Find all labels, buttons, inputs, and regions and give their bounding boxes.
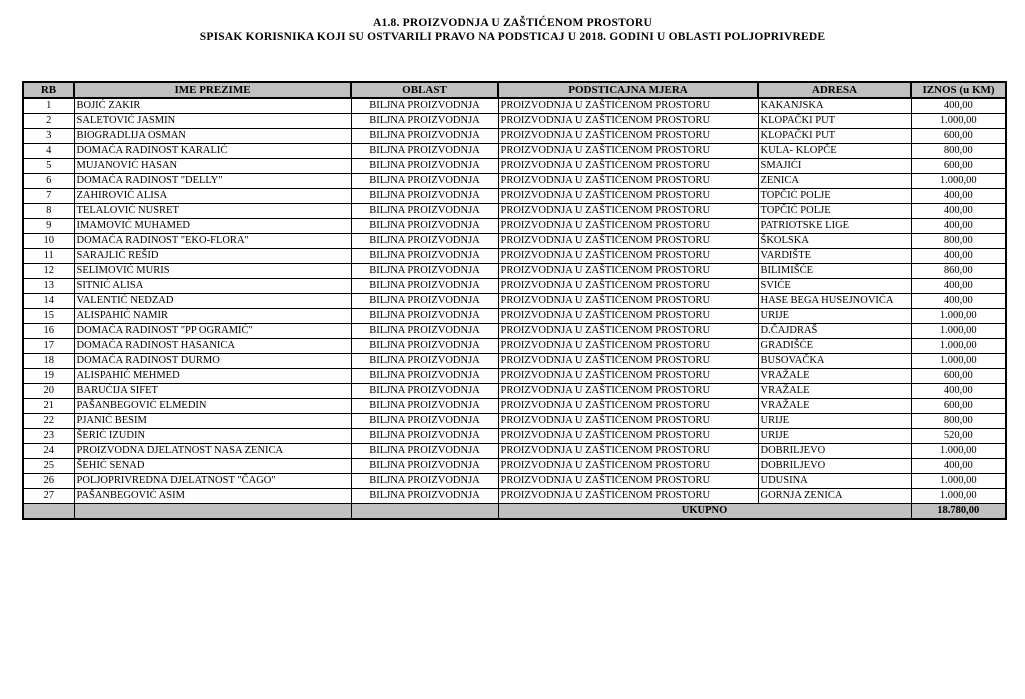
adresa-cell: VRAŽALE	[758, 384, 911, 399]
adresa-cell: BILIMIŠĆE	[758, 264, 911, 279]
oblast-cell: BILJNA PROIZVODNJA	[351, 414, 498, 429]
table-row	[23, 98, 1006, 114]
table-row	[23, 144, 1006, 159]
header-iznos: IZNOS (u KM)	[911, 82, 1006, 98]
mjera-cell: PROIZVODNJA U ZAŠTIĆENOM PROSTORU	[498, 189, 758, 204]
iznos-cell: 400,00	[911, 459, 1006, 474]
name-cell: SARAJLIĆ REŠID	[74, 249, 351, 264]
iznos-cell: 400,00	[911, 249, 1006, 264]
adresa-cell: PATRIOTSKE LIGE	[758, 219, 911, 234]
name-cell: DOMAĆA RADINOST "DELLY"	[74, 174, 351, 189]
table-row	[23, 414, 1006, 429]
name-cell: BARUĆIJA SIFET	[74, 384, 351, 399]
iznos-cell: 400,00	[911, 98, 1006, 114]
iznos-cell: 400,00	[911, 279, 1006, 294]
oblast-cell: BILJNA PROIZVODNJA	[351, 444, 498, 459]
title-line-1: A1.8. PROIZVODNJA U ZAŠTIĆENOM PROSTORU	[373, 17, 652, 29]
name-cell: SELIMOVIĆ MURIS	[74, 264, 351, 279]
mjera-cell: PROIZVODNJA U ZAŠTIĆENOM PROSTORU	[498, 264, 758, 279]
name-cell: ZAHIROVIĆ ALISA	[74, 189, 351, 204]
name-cell: VALENTIĆ NEDZAD	[74, 294, 351, 309]
rb-cell: 19	[23, 369, 74, 384]
rb-cell: 13	[23, 279, 74, 294]
oblast-cell: BILJNA PROIZVODNJA	[351, 309, 498, 324]
table-row	[23, 324, 1006, 339]
table-row	[23, 369, 1006, 384]
rb-cell: 3	[23, 129, 74, 144]
table-row	[23, 174, 1006, 189]
rb-cell: 14	[23, 294, 74, 309]
iznos-cell: 1.000,00	[911, 114, 1006, 129]
oblast-cell: BILJNA PROIZVODNJA	[351, 264, 498, 279]
oblast-cell: BILJNA PROIZVODNJA	[351, 369, 498, 384]
oblast-cell: BILJNA PROIZVODNJA	[351, 429, 498, 444]
iznos-cell: 600,00	[911, 369, 1006, 384]
subsidy-beneficiaries-table	[22, 81, 1007, 520]
oblast-cell: BILJNA PROIZVODNJA	[351, 279, 498, 294]
header-ime-prezime: IME PREZIME	[74, 82, 351, 98]
rb-cell: 11	[23, 249, 74, 264]
rb-cell: 23	[23, 429, 74, 444]
name-cell: DOMAĆA RADINOST "PP OGRAMIĆ"	[74, 324, 351, 339]
adresa-cell: URIJE	[758, 429, 911, 444]
name-cell: BIOGRADLIJA OSMAN	[74, 129, 351, 144]
mjera-cell: PROIZVODNJA U ZAŠTIĆENOM PROSTORU	[498, 249, 758, 264]
table-header-row	[23, 82, 1006, 98]
oblast-cell: BILJNA PROIZVODNJA	[351, 294, 498, 309]
iznos-cell: 1.000,00	[911, 324, 1006, 339]
rb-cell: 10	[23, 234, 74, 249]
adresa-cell: VARDIŠTE	[758, 249, 911, 264]
adresa-cell: D.ČAJDRAŠ	[758, 324, 911, 339]
rb-cell: 26	[23, 474, 74, 489]
table-row	[23, 204, 1006, 219]
name-cell: PROIZVODNA DJELATNOST NASA ZENICA	[74, 444, 351, 459]
mjera-cell: PROIZVODNJA U ZAŠTIĆENOM PROSTORU	[498, 429, 758, 444]
iznos-cell: 1.000,00	[911, 474, 1006, 489]
table-row	[23, 234, 1006, 249]
table-body	[23, 98, 1006, 504]
oblast-cell: BILJNA PROIZVODNJA	[351, 489, 498, 504]
rb-cell: 17	[23, 339, 74, 354]
adresa-cell: BUSOVAČKA	[758, 354, 911, 369]
rb-cell: 12	[23, 264, 74, 279]
iznos-cell: 600,00	[911, 129, 1006, 144]
rb-cell: 9	[23, 219, 74, 234]
table-row	[23, 264, 1006, 279]
name-cell: ALISPAHIĆ NAMIR	[74, 309, 351, 324]
table-row	[23, 159, 1006, 174]
total-empty-oblast	[351, 504, 498, 520]
iznos-cell: 600,00	[911, 399, 1006, 414]
name-cell: TELALOVIĆ NUSRET	[74, 204, 351, 219]
adresa-cell: DOBRILJEVO	[758, 444, 911, 459]
mjera-cell: PROIZVODNJA U ZAŠTIĆENOM PROSTORU	[498, 309, 758, 324]
name-cell: SITNIĆ ALISA	[74, 279, 351, 294]
adresa-cell: KLOPAČKI PUT	[758, 114, 911, 129]
rb-cell: 22	[23, 414, 74, 429]
total-row	[23, 504, 1006, 520]
mjera-cell: PROIZVODNJA U ZAŠTIĆENOM PROSTORU	[498, 219, 758, 234]
rb-cell: 16	[23, 324, 74, 339]
oblast-cell: BILJNA PROIZVODNJA	[351, 474, 498, 489]
name-cell: DOMAĆA RADINOST HASANICA	[74, 339, 351, 354]
rb-cell: 20	[23, 384, 74, 399]
rb-cell: 5	[23, 159, 74, 174]
adresa-cell: SVIĆE	[758, 279, 911, 294]
adresa-cell: UDUSINA	[758, 474, 911, 489]
mjera-cell: PROIZVODNJA U ZAŠTIĆENOM PROSTORU	[498, 324, 758, 339]
document-page	[0, 16, 1025, 699]
header-oblast: OBLAST	[351, 82, 498, 98]
name-cell: ALISPAHIĆ MEHMED	[74, 369, 351, 384]
name-cell: PAŠANBEGOVIĆ ASIM	[74, 489, 351, 504]
adresa-cell: SMAJIĆI	[758, 159, 911, 174]
adresa-cell: KLOPAČKI PUT	[758, 129, 911, 144]
mjera-cell: PROIZVODNJA U ZAŠTIĆENOM PROSTORU	[498, 399, 758, 414]
rb-cell: 6	[23, 174, 74, 189]
name-cell: BOJIĆ ZAKIR	[74, 98, 351, 114]
rb-cell: 1	[23, 98, 74, 114]
oblast-cell: BILJNA PROIZVODNJA	[351, 324, 498, 339]
adresa-cell: TOPČIĆ POLJE	[758, 204, 911, 219]
iznos-cell: 600,00	[911, 159, 1006, 174]
rb-cell: 15	[23, 309, 74, 324]
total-empty-rb	[23, 504, 74, 520]
adresa-cell: DOBRILJEVO	[758, 459, 911, 474]
oblast-cell: BILJNA PROIZVODNJA	[351, 459, 498, 474]
oblast-cell: BILJNA PROIZVODNJA	[351, 144, 498, 159]
mjera-cell: PROIZVODNJA U ZAŠTIĆENOM PROSTORU	[498, 339, 758, 354]
mjera-cell: PROIZVODNJA U ZAŠTIĆENOM PROSTORU	[498, 159, 758, 174]
rb-cell: 18	[23, 354, 74, 369]
header-rb: RB	[23, 82, 74, 98]
table-row	[23, 489, 1006, 504]
name-cell: IMAMOVIĆ MUHAMED	[74, 219, 351, 234]
iznos-cell: 1.000,00	[911, 489, 1006, 504]
table-row	[23, 309, 1006, 324]
adresa-cell: URIJE	[758, 414, 911, 429]
adresa-cell: HASE BEGA HUSEJNOVIĆA	[758, 294, 911, 309]
oblast-cell: BILJNA PROIZVODNJA	[351, 219, 498, 234]
iznos-cell: 800,00	[911, 234, 1006, 249]
table-row	[23, 249, 1006, 264]
oblast-cell: BILJNA PROIZVODNJA	[351, 189, 498, 204]
oblast-cell: BILJNA PROIZVODNJA	[351, 174, 498, 189]
table-row	[23, 129, 1006, 144]
name-cell: ŠERIĆ IZUDIN	[74, 429, 351, 444]
adresa-cell: VRAŽALE	[758, 399, 911, 414]
name-cell: PJANIĆ BESIM	[74, 414, 351, 429]
table-row	[23, 219, 1006, 234]
oblast-cell: BILJNA PROIZVODNJA	[351, 354, 498, 369]
table-row	[23, 354, 1006, 369]
mjera-cell: PROIZVODNJA U ZAŠTIĆENOM PROSTORU	[498, 204, 758, 219]
table-row	[23, 429, 1006, 444]
name-cell: ŠEHIĆ SENAD	[74, 459, 351, 474]
iznos-cell: 1.000,00	[911, 309, 1006, 324]
mjera-cell: PROIZVODNJA U ZAŠTIĆENOM PROSTORU	[498, 98, 758, 114]
mjera-cell: PROIZVODNJA U ZAŠTIĆENOM PROSTORU	[498, 234, 758, 249]
oblast-cell: BILJNA PROIZVODNJA	[351, 114, 498, 129]
oblast-cell: BILJNA PROIZVODNJA	[351, 339, 498, 354]
table-row	[23, 114, 1006, 129]
adresa-cell: VRAŽALE	[758, 369, 911, 384]
rb-cell: 25	[23, 459, 74, 474]
rb-cell: 4	[23, 144, 74, 159]
iznos-cell: 520,00	[911, 429, 1006, 444]
iznos-cell: 860,00	[911, 264, 1006, 279]
mjera-cell: PROIZVODNJA U ZAŠTIĆENOM PROSTORU	[498, 144, 758, 159]
iznos-cell: 800,00	[911, 414, 1006, 429]
oblast-cell: BILJNA PROIZVODNJA	[351, 234, 498, 249]
oblast-cell: BILJNA PROIZVODNJA	[351, 249, 498, 264]
total-label: UKUPNO	[498, 504, 911, 520]
mjera-cell: PROIZVODNJA U ZAŠTIĆENOM PROSTORU	[498, 444, 758, 459]
table-row	[23, 189, 1006, 204]
mjera-cell: PROIZVODNJA U ZAŠTIĆENOM PROSTORU	[498, 459, 758, 474]
rb-cell: 21	[23, 399, 74, 414]
mjera-cell: PROIZVODNJA U ZAŠTIĆENOM PROSTORU	[498, 354, 758, 369]
table-row	[23, 399, 1006, 414]
name-cell: POLJOPRIVREDNA DJELATNOST "ČAGO"	[74, 474, 351, 489]
iznos-cell: 400,00	[911, 189, 1006, 204]
iznos-cell: 1.000,00	[911, 339, 1006, 354]
mjera-cell: PROIZVODNJA U ZAŠTIĆENOM PROSTORU	[498, 279, 758, 294]
rb-cell: 24	[23, 444, 74, 459]
oblast-cell: BILJNA PROIZVODNJA	[351, 204, 498, 219]
iznos-cell: 1.000,00	[911, 354, 1006, 369]
name-cell: PAŠANBEGOVIĆ ELMEDIN	[74, 399, 351, 414]
adresa-cell: KULA- KLOPČE	[758, 144, 911, 159]
mjera-cell: PROIZVODNJA U ZAŠTIĆENOM PROSTORU	[498, 489, 758, 504]
adresa-cell: TOPČIĆ POLJE	[758, 189, 911, 204]
oblast-cell: BILJNA PROIZVODNJA	[351, 384, 498, 399]
name-cell: SALETOVIĆ JASMIN	[74, 114, 351, 129]
rb-cell: 8	[23, 204, 74, 219]
oblast-cell: BILJNA PROIZVODNJA	[351, 98, 498, 114]
iznos-cell: 1.000,00	[911, 444, 1006, 459]
adresa-cell: GRADIŠĆE	[758, 339, 911, 354]
table-row	[23, 444, 1006, 459]
rb-cell: 27	[23, 489, 74, 504]
mjera-cell: PROIZVODNJA U ZAŠTIĆENOM PROSTORU	[498, 474, 758, 489]
mjera-cell: PROIZVODNJA U ZAŠTIĆENOM PROSTORU	[498, 294, 758, 309]
mjera-cell: PROIZVODNJA U ZAŠTIĆENOM PROSTORU	[498, 414, 758, 429]
table-row	[23, 294, 1006, 309]
mjera-cell: PROIZVODNJA U ZAŠTIĆENOM PROSTORU	[498, 384, 758, 399]
table-row	[23, 339, 1006, 354]
name-cell: MUJANOVIĆ HASAN	[74, 159, 351, 174]
rb-cell: 7	[23, 189, 74, 204]
oblast-cell: BILJNA PROIZVODNJA	[351, 159, 498, 174]
table-row	[23, 474, 1006, 489]
name-cell: DOMAĆA RADINOST DURMO	[74, 354, 351, 369]
title-line-2: SPISAK KORISNIKA KOJI SU OSTVARILI PRAVO NA PODSTICAJ U 2018. GODINI U OBLASTI POLJOPRIVREDE	[199, 31, 826, 43]
mjera-cell: PROIZVODNJA U ZAŠTIĆENOM PROSTORU	[498, 114, 758, 129]
header-podsticajna-mjera: PODSTICAJNA MJERA	[498, 82, 758, 98]
table-row	[23, 384, 1006, 399]
iznos-cell: 1.000,00	[911, 174, 1006, 189]
adresa-cell: GORNJA ZENICA	[758, 489, 911, 504]
iznos-cell: 400,00	[911, 219, 1006, 234]
document-title	[0, 16, 1025, 44]
header-adresa: ADRESA	[758, 82, 911, 98]
name-cell: DOMAĆA RADINOST "EKO-FLORA"	[74, 234, 351, 249]
table-row	[23, 459, 1006, 474]
table-row	[23, 279, 1006, 294]
iznos-cell: 400,00	[911, 294, 1006, 309]
mjera-cell: PROIZVODNJA U ZAŠTIĆENOM PROSTORU	[498, 174, 758, 189]
rb-cell: 2	[23, 114, 74, 129]
iznos-cell: 400,00	[911, 204, 1006, 219]
oblast-cell: BILJNA PROIZVODNJA	[351, 129, 498, 144]
iznos-cell: 800,00	[911, 144, 1006, 159]
mjera-cell: PROIZVODNJA U ZAŠTIĆENOM PROSTORU	[498, 369, 758, 384]
oblast-cell: BILJNA PROIZVODNJA	[351, 399, 498, 414]
iznos-cell: 400,00	[911, 384, 1006, 399]
adresa-cell: ŠKOLSKA	[758, 234, 911, 249]
adresa-cell: ZENICA	[758, 174, 911, 189]
total-empty-ime	[74, 504, 351, 520]
name-cell: DOMAĆA RADINOST KARALIĆ	[74, 144, 351, 159]
adresa-cell: KAKANJSKA	[758, 98, 911, 114]
total-value: 18.780,00	[911, 504, 1006, 520]
mjera-cell: PROIZVODNJA U ZAŠTIĆENOM PROSTORU	[498, 129, 758, 144]
adresa-cell: URIJE	[758, 309, 911, 324]
